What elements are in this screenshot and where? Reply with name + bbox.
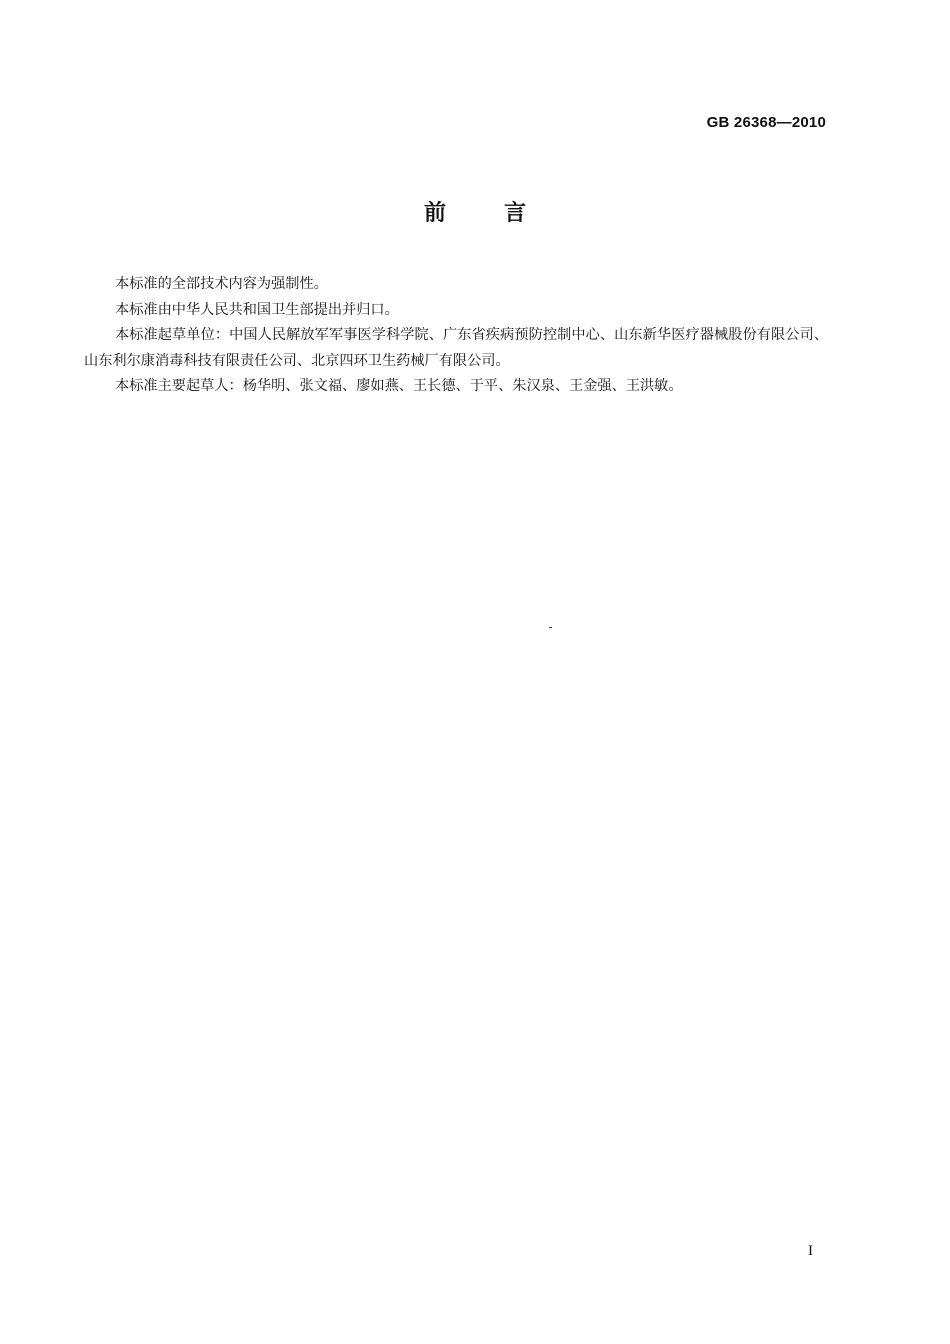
page-number: I <box>808 1243 813 1259</box>
standard-code: GB 26368—2010 <box>706 114 826 131</box>
paragraph-proposer: 本标准由中华人民共和国卫生部提出并归口。 <box>115 301 399 318</box>
body-text <box>84 272 828 400</box>
scan-speck <box>549 627 552 628</box>
paragraph-mandatory: 本标准的全部技术内容为强制性。 <box>115 276 328 292</box>
page-title: 前言 <box>423 201 584 226</box>
paragraph-drafters: 本标准主要起草人：杨华明、张文福、廖如燕、王长德、于平、朱汉泉、王金强、王洪敏。 <box>115 378 683 394</box>
paragraph-drafting-units: 本标准起草单位：中国人民解放军军事医学科学院、广东省疾病预防控制中心、山东新华医疗器械股份有限公司、山东利尔康消毒科技有限责任公司、北京四环卫生药械厂有限公司。 <box>84 327 828 369</box>
